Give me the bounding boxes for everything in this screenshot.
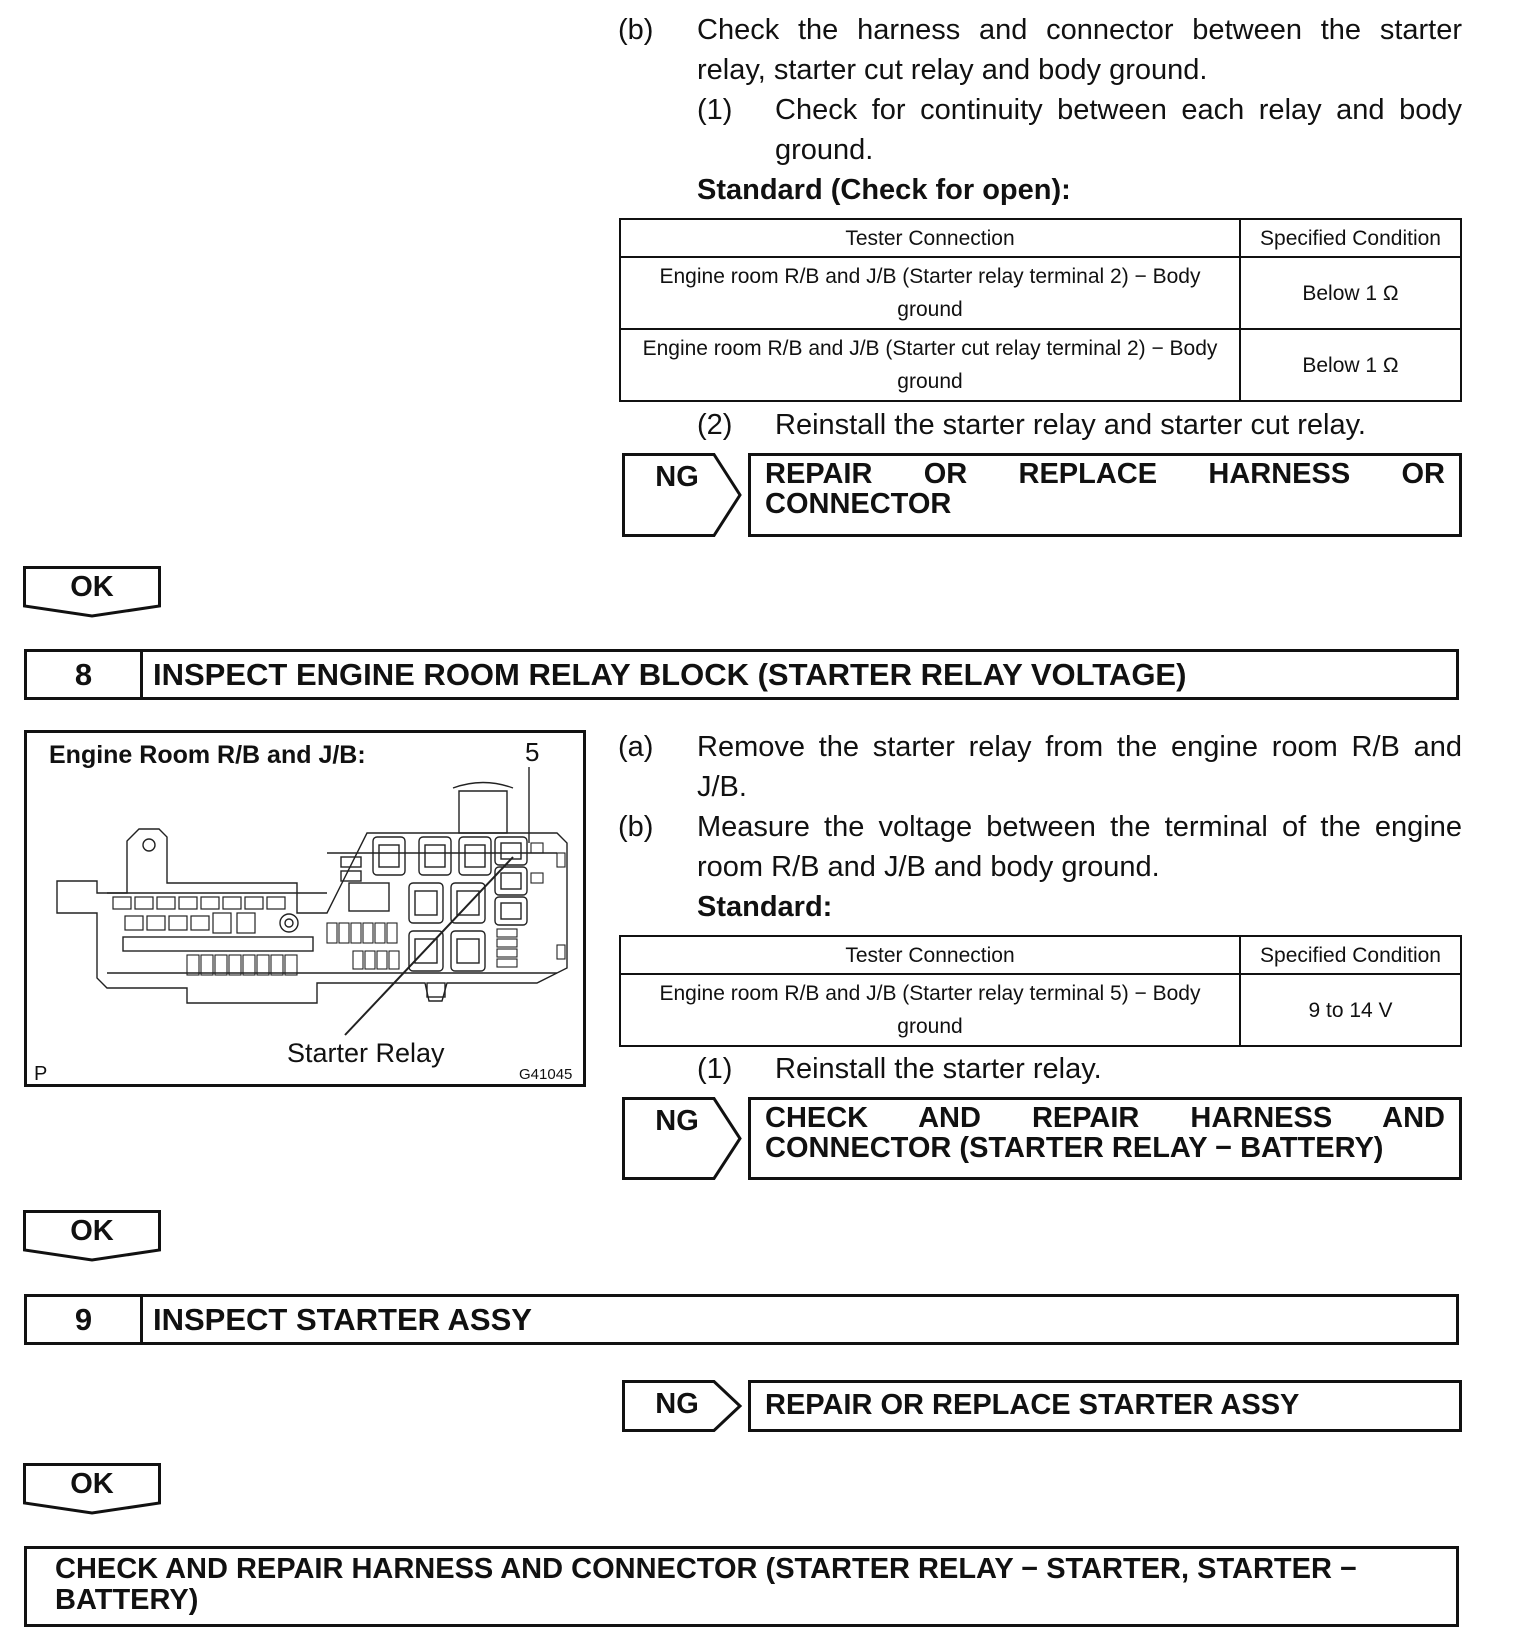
terminal-number-label: 5 — [525, 737, 540, 767]
step-label: (b) — [618, 14, 654, 46]
table-cell: Below 1 Ω — [1240, 329, 1461, 401]
ok-branch-step8 — [23, 1210, 161, 1262]
final-action-box — [24, 1546, 1459, 1627]
table-cell: Engine room R/B and J/B (Starter relay terminal 2) − Body ground — [620, 257, 1240, 329]
step-label: (1) — [697, 94, 733, 126]
ok-branch-step7 — [23, 566, 161, 618]
ng-result-box — [748, 1097, 1462, 1180]
table-header: Tester Connection — [620, 936, 1240, 974]
table-cell: Engine room R/B and J/B (Starter relay terminal 5) − Body ground — [620, 974, 1240, 1046]
step-text: Check the harness and connector between the starter relay, starter cut relay and body ground. — [697, 14, 1462, 86]
table-row — [620, 257, 1461, 329]
ng-label: NG — [655, 1388, 699, 1420]
table-header: Specified Condition — [1240, 936, 1461, 974]
step9-header — [24, 1294, 1459, 1345]
ng-result-box — [748, 1380, 1462, 1432]
final-action-text: CHECK AND REPAIR HARNESS AND CONNECTOR (STARTER RELAY − STARTER, STARTER − BATTERY) — [55, 1553, 1357, 1616]
step-label: (a) — [618, 731, 654, 763]
voltage-spec-table — [619, 935, 1462, 1047]
ng-result-box — [748, 453, 1462, 537]
starter-relay-label: Starter Relay — [287, 1038, 445, 1068]
ng-result-text: CHECK AND REPAIR HARNESS AND CONNECTOR (STARTER RELAY − BATTERY) — [765, 1102, 1445, 1164]
corner-code: P — [34, 1063, 48, 1085]
table-header: Specified Condition — [1240, 219, 1461, 257]
step-title: INSPECT ENGINE ROOM RELAY BLOCK (STARTER RELAY VOLTAGE) — [153, 657, 1187, 692]
ng-label: NG — [655, 1105, 699, 1137]
ok-label: OK — [70, 571, 114, 603]
step-title: INSPECT STARTER ASSY — [153, 1302, 532, 1337]
figure-caption: Engine Room R/B and J/B: — [49, 741, 366, 769]
continuity-spec-table — [619, 218, 1462, 402]
ng-branch-step8 — [622, 1097, 1462, 1180]
step-number: 9 — [27, 1297, 143, 1342]
step-text: Measure the voltage between the terminal of the engine room R/B and J/B and body ground. — [697, 811, 1462, 883]
table-cell: Engine room R/B and J/B (Starter cut relay terminal 2) − Body ground — [620, 329, 1240, 401]
ok-label: OK — [70, 1468, 114, 1500]
step-label: (b) — [618, 811, 654, 843]
ok-branch-step9 — [23, 1463, 161, 1515]
step-label: (2) — [697, 409, 733, 441]
step8-header — [24, 649, 1459, 700]
ok-label: OK — [70, 1215, 114, 1247]
ng-result-text: REPAIR OR REPLACE STARTER ASSY — [765, 1389, 1300, 1421]
step-text: Reinstall the starter relay. — [775, 1053, 1102, 1085]
step-text: Remove the starter relay from the engine room R/B and J/B. — [697, 731, 1462, 803]
ng-result-text: REPAIR OR REPLACE HARNESS OR CONNECTOR — [765, 458, 1445, 520]
ng-branch-step9 — [622, 1380, 1462, 1432]
table-header: Tester Connection — [620, 219, 1240, 257]
relay-block-drawing — [27, 733, 583, 1084]
table-cell: Below 1 Ω — [1240, 257, 1461, 329]
ng-label: NG — [655, 461, 699, 493]
ng-branch-step7 — [622, 453, 1462, 537]
table-cell: 9 to 14 V — [1240, 974, 1461, 1046]
step-number: 8 — [27, 652, 143, 697]
table-row — [620, 329, 1461, 401]
step-text: Reinstall the starter relay and starter cut relay. — [775, 409, 1366, 441]
table-row — [620, 974, 1461, 1046]
figure-id: G41045 — [519, 1066, 573, 1083]
relay-block-figure — [24, 730, 586, 1087]
step-text: Check for continuity between each relay and body ground. — [775, 94, 1462, 166]
step-label: (1) — [697, 1053, 733, 1085]
